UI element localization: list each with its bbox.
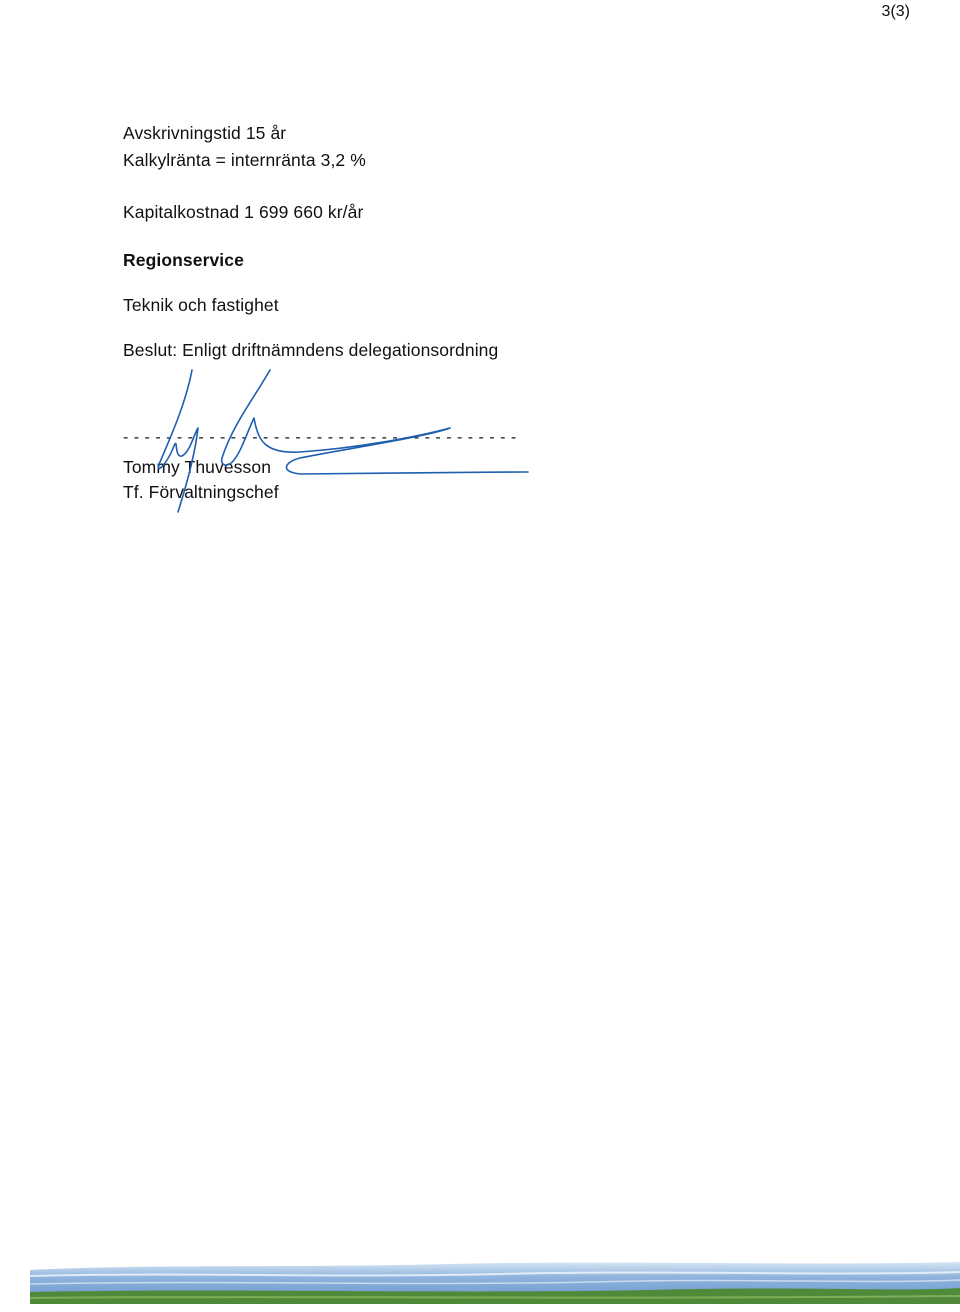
signer-name: Tommy Thuvesson: [123, 457, 272, 477]
signer-title: Tf. Förvaltningschef: [123, 482, 279, 502]
signature-line: - - - - - - - - - - - - - - - - - - - - - - - - - - - - - - - - - - - - -: [123, 429, 517, 446]
department-heading: Regionservice: [123, 250, 244, 270]
capital-cost-text: Kapitalkostnad 1 699 660 kr/år: [123, 202, 364, 222]
calculation-rate-text: Kalkylränta = internränta 3,2 %: [123, 150, 366, 170]
page-number: 3(3): [881, 3, 910, 20]
unit-text: Teknik och fastighet: [123, 295, 279, 315]
handwritten-signature: [150, 362, 540, 522]
landscape-footer-image: [30, 1252, 960, 1304]
depreciation-period-text: Avskrivningstid 15 år: [123, 123, 287, 143]
decision-text: Beslut: Enligt driftnämndens delegationsordning: [123, 340, 499, 360]
